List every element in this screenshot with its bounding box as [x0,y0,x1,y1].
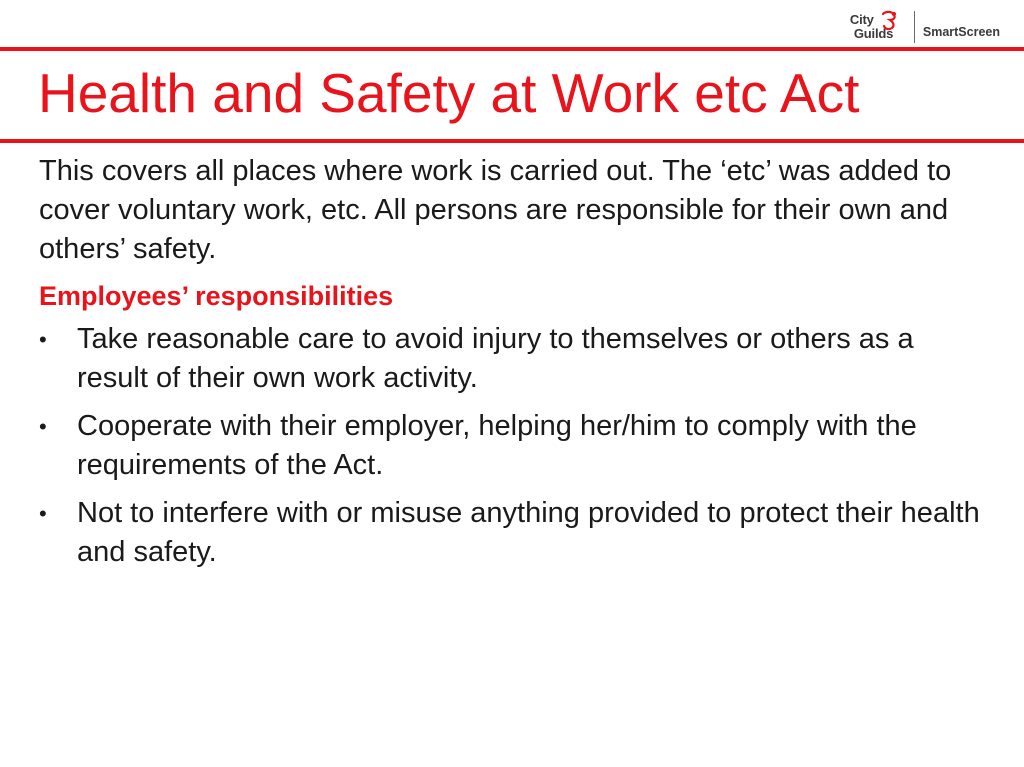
list-item [39,494,989,572]
slide-title: Health and Safety at Work etc Act [38,62,860,124]
bullet-icon: • [39,414,47,439]
logo-divider [914,11,915,43]
logo-smartscreen-text: SmartScreen [922,25,1000,39]
slide-content [39,152,989,581]
header-top-rule [0,47,1024,51]
logo-city-text: City [849,12,874,27]
list-item [39,407,989,485]
header-bottom-rule [0,139,1024,143]
list-item-text: Not to interfere with or misuse anything provided to protect their health and safety. [77,497,980,568]
section-subheading: Employees’ responsibilities [39,281,394,311]
list-item [39,320,989,398]
heraldic-emblem-icon [878,10,900,32]
bullet-icon: • [39,501,47,526]
city-and-guilds-smartscreen-logo [848,10,1000,44]
responsibilities-list [39,320,989,572]
bullet-icon: • [39,327,47,352]
intro-paragraph: This covers all places where work is carried out. The ‘etc’ was added to cover voluntary work, etc. All persons are responsible for their own and others’ safety. [39,155,952,265]
list-item-text: Cooperate with their employer, helping her/him to comply with the requirements of the Act. [77,410,917,481]
logo-guilds-text: Guilds [853,26,894,41]
city-and-guilds-logo-mark [848,10,906,44]
list-item-text: Take reasonable care to avoid injury to themselves or others as a result of their own work activity. [77,323,914,394]
